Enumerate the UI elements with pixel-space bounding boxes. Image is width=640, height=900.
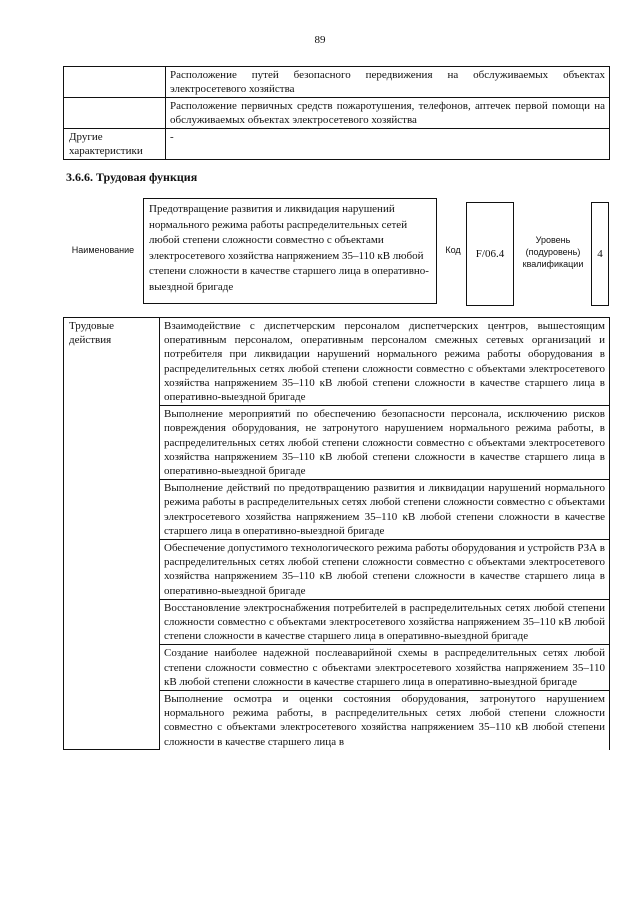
- labor-action-item: Выполнение мероприятий по обеспечению безопасности персонала, исключению рисков повреждения оборудования, не затронутого нарушением нормального режима работы, в распределительных сетях любой степени сложности совместно с объектами электросетевого хозяйства напряжением 35–110 кВ любой степени сложности в качестве старшего лица в оперативно-выездной бригаде: [160, 406, 610, 480]
- row-label: [64, 67, 166, 98]
- characteristics-table: [63, 66, 610, 160]
- qualification-level-label: Уровень (подуровень) квалификации: [522, 235, 584, 269]
- row-value: Расположение первичных средств пожаротушения, телефонов, аптечек первой помощи на обслуживаемых объектах электросетевого хозяйства: [166, 98, 610, 129]
- table-row: [64, 98, 610, 129]
- section-title: 3.6.6. Трудовая функция: [66, 170, 198, 184]
- labor-action-item: Создание наиболее надежной послеаварийной схемы в распределительных сетях любой степени сложности совместно с объектами электросетевого хозяйства напряжением 35–110 кВ любой степени сложности в качестве старшего лица в оперативно-выездной бригаде: [160, 645, 610, 691]
- function-code-label: Код: [445, 245, 461, 255]
- row-label: Другие характеристики: [64, 129, 166, 160]
- labor-action-item: Восстановление электроснабжения потребителей в распределительных сетях любой степени сложности совместно с объектами электросетевого хозяйства напряжением 35–110 кВ любой степени сложности в качестве старшего лица в оперативно-выездной бригаде: [160, 599, 610, 645]
- table-row: [64, 318, 610, 406]
- row-value: Расположение путей безопасного передвижения на обслуживаемых объектах электросетевого хозяйства: [166, 67, 610, 98]
- row-value: -: [166, 129, 610, 160]
- labor-action-item: Выполнение осмотра и оценки состояния оборудования, затронутого нарушением нормального режима работы, в распределительных сетях любой степени сложности совместно с объектами электросетевого хозяйства напряжением 35–110 кВ любой степени сложности в качестве старшего лица в: [160, 691, 610, 750]
- labor-action-item: Взаимодействие с диспетчерским персоналом диспетчерских центров, вышестоящим оперативным персоналом, оперативным персоналом смежных сетевых организаций и потребителя при ликвидации нарушений нормального режима работы оборудования в распределительных сетях любой степени сложности совместно с объектами электросетевого хозяйства напряжением 35–110 кВ любой степени сложности в качестве старшего лица в оперативно-выездной бригаде: [160, 318, 610, 406]
- table-row: [64, 129, 610, 160]
- qualification-level: 4: [591, 202, 609, 306]
- function-name: Предотвращение развития и ликвидация нарушений нормального режима работы распределительных сетей любой степени сложности совместно с объектами электросетевого хозяйства напряжением 35–110 кВ любой степени сложности в качестве старшего лица в оперативно-выездной бригаде: [143, 198, 437, 304]
- page-number: 89: [314, 34, 326, 46]
- function-name-label: Наименование: [71, 245, 135, 255]
- row-label: [64, 98, 166, 129]
- labor-action-item: Обеспечение допустимого технологического режима работы оборудования и устройств РЗА в распределительных сетях любой степени сложности совместно с объектами электросетевого хозяйства напряжением 35–110 кВ любой степени сложности в качестве старшего лица в оперативно-выездной бригаде: [160, 540, 610, 600]
- labor-action-item: Выполнение действий по предотвращению развития и ликвидации нарушений нормального режима работы в распределительных сетях любой степени сложности совместно с объектами электросетевого хозяйства напряжением 35–110 кВ любой степени сложности в качестве старшего лица в оперативно-выездной бригаде: [160, 480, 610, 540]
- function-code: F/06.4: [466, 202, 514, 306]
- labor-actions-label: Трудовые действия: [64, 318, 160, 750]
- table-row: [64, 67, 610, 98]
- labor-actions-table: [63, 317, 610, 750]
